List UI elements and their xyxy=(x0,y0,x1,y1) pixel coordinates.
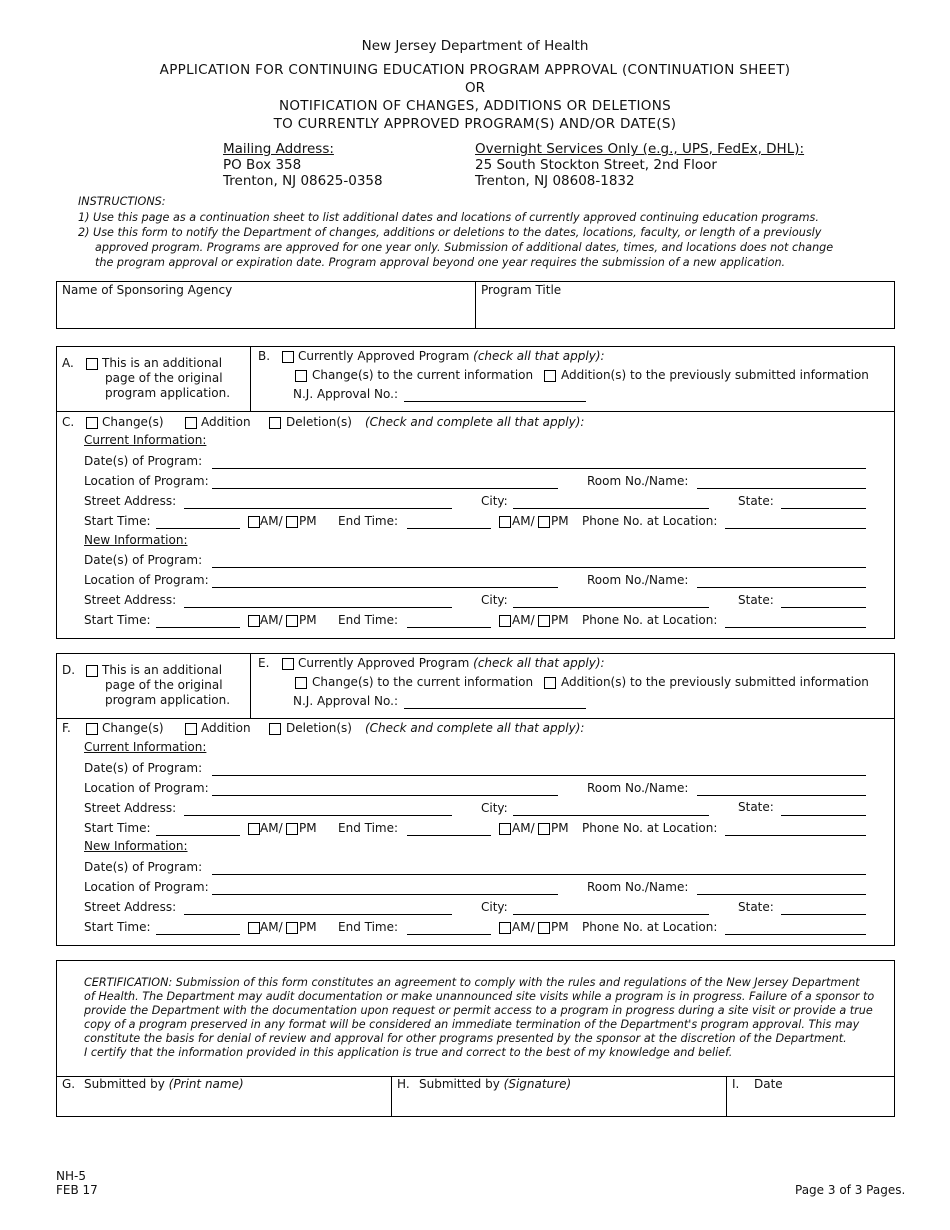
mailing-address-line1: PO Box 358 xyxy=(223,157,302,173)
start-am-checkbox[interactable] xyxy=(248,922,260,934)
additional-page-label-2: page of the original xyxy=(105,678,223,692)
deletions-label: Deletion(s) xyxy=(286,415,352,429)
signature-note: (Signature) xyxy=(503,1077,572,1091)
currently-approved-label xyxy=(298,349,605,363)
location-label: Location of Program: xyxy=(84,880,209,894)
pm-label: PM xyxy=(299,514,317,528)
room-label: Room No./Name: xyxy=(587,573,689,587)
state-label: State: xyxy=(738,494,774,508)
am-label: AM/ xyxy=(260,920,283,934)
page-number: Page 3 of 3 Pages. xyxy=(795,1183,906,1197)
program-title-label: Program Title xyxy=(481,283,562,297)
changes-current-checkbox-b[interactable] xyxy=(295,370,307,382)
start-time-label: Start Time: xyxy=(84,920,151,934)
new-dates-field-f[interactable] xyxy=(212,874,866,875)
addition-label: Addition xyxy=(201,415,251,429)
new-start-field-f[interactable] xyxy=(156,934,240,935)
phone-label: Phone No. at Location: xyxy=(582,920,718,934)
submitted-by-print-label xyxy=(84,1077,244,1091)
current-street-field-f[interactable] xyxy=(184,815,452,816)
current-information-heading: Current Information: xyxy=(84,433,207,447)
certification-text-6: I certify that the information provided in this application is true and correct to the best of my knowledge and belief. xyxy=(84,1046,733,1059)
current-end-field-f[interactable] xyxy=(407,835,491,836)
current-city-field-c[interactable] xyxy=(513,508,709,509)
form-subtitle-2: TO CURRENTLY APPROVED PROGRAM(S) AND/OR DATE(S) xyxy=(273,116,677,132)
end-am-checkbox[interactable] xyxy=(499,823,511,835)
am-label: AM/ xyxy=(260,514,283,528)
new-street-field-f[interactable] xyxy=(184,914,452,915)
pm-label: PM xyxy=(299,821,317,835)
am-label: AM/ xyxy=(260,821,283,835)
program-title-field[interactable] xyxy=(477,300,893,327)
section-b-letter: B. xyxy=(258,349,271,363)
overnight-address-label: Overnight Services Only (e.g., UPS, FedEx, DHL): xyxy=(475,141,805,157)
start-pm-checkbox[interactable] xyxy=(286,615,298,627)
location-label: Location of Program: xyxy=(84,781,209,795)
overnight-address-line2: Trenton, NJ 08608-1832 xyxy=(475,173,635,189)
additional-page-label-3: program application. xyxy=(105,693,231,707)
new-city-field-c[interactable] xyxy=(513,607,709,608)
phone-label: Phone No. at Location: xyxy=(582,613,718,627)
end-pm-checkbox[interactable] xyxy=(538,615,550,627)
end-pm-checkbox[interactable] xyxy=(538,516,550,528)
instruction-1: 1) Use this page as a continuation sheet to list additional dates and locations of currently approved continuing education programs. xyxy=(78,211,819,224)
current-street-field-c[interactable] xyxy=(184,508,452,509)
form-title-or: OR xyxy=(464,80,485,96)
state-label: State: xyxy=(738,900,774,914)
end-am-checkbox[interactable] xyxy=(499,516,511,528)
new-start-field-c[interactable] xyxy=(156,627,240,628)
mailing-address-line2: Trenton, NJ 08625-0358 xyxy=(223,173,383,189)
start-time-label: Start Time: xyxy=(84,613,151,627)
currently-approved-checkbox-b[interactable] xyxy=(282,351,294,363)
certification-text-2: of Health. The Department may audit documentation or make unannounced site visits while a program is in progress. Failure of a sponsor to xyxy=(84,990,875,1003)
new-location-field-f[interactable] xyxy=(212,894,558,895)
city-label: City: xyxy=(481,593,508,607)
instruction-2: 2) Use this form to notify the Department of changes, additions or deletions to the dates, locations, faculty, or length of a previously xyxy=(78,226,822,239)
changes-label: Change(s) xyxy=(102,415,164,429)
new-state-field-f[interactable] xyxy=(781,914,866,915)
current-end-field-c[interactable] xyxy=(407,528,491,529)
current-room-field-f[interactable] xyxy=(697,795,866,796)
approval-no-label: N.J. Approval No.: xyxy=(293,387,398,401)
section-c-letter: C. xyxy=(62,415,75,429)
instruction-2-cont2: the program approval or expiration date. Program approval beyond one year requires the submission of a new application. xyxy=(95,256,786,269)
approval-no-field-e[interactable] xyxy=(404,708,586,709)
location-label: Location of Program: xyxy=(84,573,209,587)
current-location-field-f[interactable] xyxy=(212,795,558,796)
additions-previous-label: Addition(s) to the previously submitted information xyxy=(561,675,869,689)
new-state-field-c[interactable] xyxy=(781,607,866,608)
start-time-label: Start Time: xyxy=(84,821,151,835)
phone-label: Phone No. at Location: xyxy=(582,821,718,835)
currently-approved-text: Currently Approved Program xyxy=(298,349,470,363)
current-state-field-f[interactable] xyxy=(781,815,866,816)
section-f-letter: F. xyxy=(62,721,71,735)
start-am-checkbox[interactable] xyxy=(248,615,260,627)
date-label: Date xyxy=(754,1077,783,1091)
city-label: City: xyxy=(481,801,508,815)
new-city-field-f[interactable] xyxy=(513,914,709,915)
currently-approved-text: Currently Approved Program xyxy=(298,656,470,670)
end-time-label: End Time: xyxy=(338,613,399,627)
agency-field[interactable] xyxy=(58,300,473,327)
form-number: NH-5 xyxy=(56,1169,86,1183)
am-label: AM/ xyxy=(512,821,535,835)
certification-text-5: constitute the basis for denial of review and approval for other programs presented by the sponsor at the discretion of the Department. xyxy=(84,1032,847,1045)
addition-checkbox-c[interactable] xyxy=(185,417,197,429)
dates-label: Date(s) of Program: xyxy=(84,553,203,567)
additional-page-checkbox-d[interactable] xyxy=(86,665,98,677)
additional-page-label-2: page of the original xyxy=(105,371,223,385)
certification-text: CERTIFICATION: Submission of this form constitutes an agreement to comply with the rules and regulations of the New Jersey Department xyxy=(84,976,860,989)
end-pm-checkbox[interactable] xyxy=(538,922,550,934)
deletions-checkbox-f[interactable] xyxy=(269,723,281,735)
form-title: APPLICATION FOR CONTINUING EDUCATION PROGRAM APPROVAL (CONTINUATION SHEET) xyxy=(159,62,791,78)
print-name-note: (Print name) xyxy=(168,1077,244,1091)
new-room-field-f[interactable] xyxy=(697,894,866,895)
room-label: Room No./Name: xyxy=(587,880,689,894)
new-room-field-c[interactable] xyxy=(697,587,866,588)
submitted-by-text: Submitted by xyxy=(84,1077,165,1091)
additional-page-label: This is an additional xyxy=(102,356,223,370)
section-h-letter: H. xyxy=(397,1077,410,1091)
current-start-field-c[interactable] xyxy=(156,528,240,529)
check-all-note: (check all that apply): xyxy=(473,656,605,670)
certification-text-3: provide the Department with the documentation upon request or permit access to a program in progress during a site visit or provide a true xyxy=(84,1004,873,1017)
submitted-by-text: Submitted by xyxy=(419,1077,500,1091)
form-revision: FEB 17 xyxy=(56,1183,98,1197)
state-label: State: xyxy=(738,593,774,607)
addition-label: Addition xyxy=(201,721,251,735)
current-phone-field-f[interactable] xyxy=(725,835,866,836)
current-phone-field-c[interactable] xyxy=(725,528,866,529)
end-time-label: End Time: xyxy=(338,920,399,934)
additions-previous-label: Addition(s) to the previously submitted information xyxy=(561,368,869,382)
additional-page-label: This is an additional xyxy=(102,663,223,677)
print-name-field[interactable] xyxy=(58,1094,389,1115)
current-state-field-c[interactable] xyxy=(781,508,866,509)
location-label: Location of Program: xyxy=(84,474,209,488)
addition-checkbox-f[interactable] xyxy=(185,723,197,735)
instruction-2-cont: approved program. Programs are approved for one year only. Submission of additional dates, times, and locations does not change xyxy=(95,241,834,254)
changes-checkbox-f[interactable] xyxy=(86,723,98,735)
pm-label: PM xyxy=(299,613,317,627)
check-complete-note: (Check and complete all that apply): xyxy=(365,415,585,429)
end-pm-checkbox[interactable] xyxy=(538,823,550,835)
room-label: Room No./Name: xyxy=(587,474,689,488)
approval-no-label: N.J. Approval No.: xyxy=(293,694,398,708)
approval-no-field-b[interactable] xyxy=(404,401,586,402)
section-g-letter: G. xyxy=(62,1077,76,1091)
current-dates-field-f[interactable] xyxy=(212,775,866,776)
deletions-label: Deletion(s) xyxy=(286,721,352,735)
currently-approved-checkbox-e[interactable] xyxy=(282,658,294,670)
end-time-label: End Time: xyxy=(338,821,399,835)
changes-checkbox-c[interactable] xyxy=(86,417,98,429)
pm-label: PM xyxy=(299,920,317,934)
start-pm-checkbox[interactable] xyxy=(286,516,298,528)
currently-approved-label xyxy=(298,656,605,670)
section-a-letter: A. xyxy=(62,356,74,370)
current-start-field-f[interactable] xyxy=(156,835,240,836)
am-label: AM/ xyxy=(512,514,535,528)
section-e-letter: E. xyxy=(258,656,270,670)
current-room-field-c[interactable] xyxy=(697,488,866,489)
submitted-by-signature-label xyxy=(419,1077,571,1091)
changes-current-label: Change(s) to the current information xyxy=(312,368,534,382)
start-time-label: Start Time: xyxy=(84,514,151,528)
am-label: AM/ xyxy=(260,613,283,627)
agency-label: Name of Sponsoring Agency xyxy=(62,283,233,297)
new-street-field-c[interactable] xyxy=(184,607,452,608)
am-label: AM/ xyxy=(512,920,535,934)
am-label: AM/ xyxy=(512,613,535,627)
instructions-heading: INSTRUCTIONS: xyxy=(78,195,166,208)
dates-label: Date(s) of Program: xyxy=(84,860,203,874)
additional-page-checkbox-a[interactable] xyxy=(86,358,98,370)
department-name: New Jersey Department of Health xyxy=(361,38,589,54)
changes-current-label: Change(s) to the current information xyxy=(312,675,534,689)
changes-current-checkbox-e[interactable] xyxy=(295,677,307,689)
new-information-heading: New Information: xyxy=(84,839,188,853)
new-dates-field-c[interactable] xyxy=(212,567,866,568)
street-label: Street Address: xyxy=(84,494,177,508)
city-label: City: xyxy=(481,494,508,508)
form-subtitle: NOTIFICATION OF CHANGES, ADDITIONS OR DELETIONS xyxy=(278,98,671,114)
new-information-heading: New Information: xyxy=(84,533,188,547)
end-am-checkbox[interactable] xyxy=(499,922,511,934)
check-all-note: (check all that apply): xyxy=(473,349,605,363)
current-city-field-f[interactable] xyxy=(513,815,709,816)
changes-label: Change(s) xyxy=(102,721,164,735)
end-am-checkbox[interactable] xyxy=(499,615,511,627)
room-label: Room No./Name: xyxy=(587,781,689,795)
pm-label: PM xyxy=(551,514,569,528)
section-i-letter: I. xyxy=(732,1077,740,1091)
mailing-address-label: Mailing Address: xyxy=(223,141,334,157)
street-label: Street Address: xyxy=(84,593,177,607)
phone-label: Phone No. at Location: xyxy=(582,514,718,528)
pm-label: PM xyxy=(551,920,569,934)
start-pm-checkbox[interactable] xyxy=(286,922,298,934)
section-d-letter: D. xyxy=(62,663,76,677)
current-information-heading: Current Information: xyxy=(84,740,207,754)
new-end-field-c[interactable] xyxy=(407,627,491,628)
new-phone-field-f[interactable] xyxy=(725,934,866,935)
start-am-checkbox[interactable] xyxy=(248,823,260,835)
new-end-field-f[interactable] xyxy=(407,934,491,935)
start-am-checkbox[interactable] xyxy=(248,516,260,528)
additions-previous-checkbox-e[interactable] xyxy=(544,677,556,689)
certification-text-4: copy of a program preserved in any format will be considered an immediate termination of the Department's program approval. This may xyxy=(84,1018,860,1031)
pm-label: PM xyxy=(551,821,569,835)
start-pm-checkbox[interactable] xyxy=(286,823,298,835)
new-location-field-c[interactable] xyxy=(212,587,558,588)
date-field[interactable] xyxy=(728,1094,893,1115)
overnight-address-line1: 25 South Stockton Street, 2nd Floor xyxy=(475,157,717,173)
new-phone-field-c[interactable] xyxy=(725,627,866,628)
current-dates-field-c[interactable] xyxy=(212,468,866,469)
current-location-field-c[interactable] xyxy=(212,488,558,489)
street-label: Street Address: xyxy=(84,900,177,914)
pm-label: PM xyxy=(551,613,569,627)
additional-page-label-3: program application. xyxy=(105,386,231,400)
dates-label: Date(s) of Program: xyxy=(84,761,203,775)
signature-field[interactable] xyxy=(393,1094,724,1115)
street-label: Street Address: xyxy=(84,801,177,815)
city-label: City: xyxy=(481,900,508,914)
dates-label: Date(s) of Program: xyxy=(84,454,203,468)
deletions-checkbox-c[interactable] xyxy=(269,417,281,429)
additions-previous-checkbox-b[interactable] xyxy=(544,370,556,382)
check-complete-note: (Check and complete all that apply): xyxy=(365,721,585,735)
state-label: State: xyxy=(738,800,774,814)
end-time-label: End Time: xyxy=(338,514,399,528)
